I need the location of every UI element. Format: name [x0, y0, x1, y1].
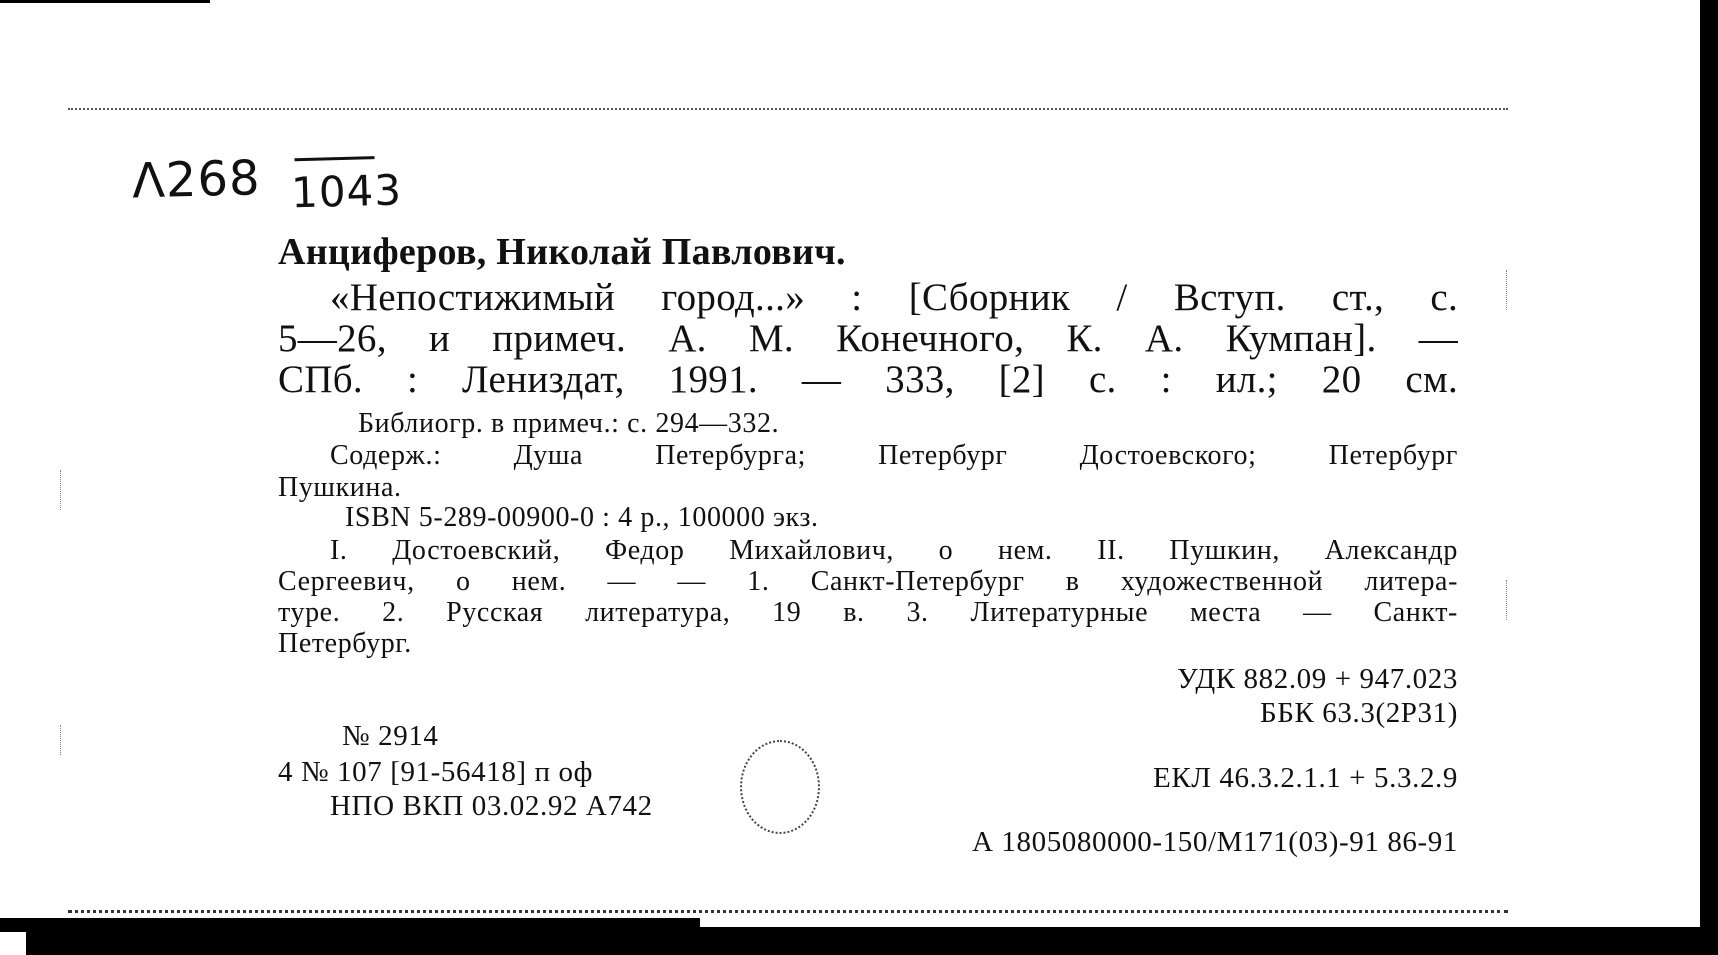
print-npo: НПО ВКП 03.02.92 А742 — [330, 790, 653, 822]
stamp-mark — [740, 740, 820, 834]
scan-border-bottom — [0, 927, 1718, 955]
catalog-code: А 1805080000-150/М171(03)-91 86-91 — [972, 826, 1458, 858]
print-number: № 2914 — [342, 720, 439, 752]
scan-border-right — [1700, 0, 1718, 955]
bibliography-note: Библиогр. в примеч.: с. 294—332. — [358, 408, 780, 439]
shelfmark-number: 1043 — [290, 165, 403, 218]
card-top-rule — [68, 108, 1508, 110]
subject-line: Петербург. — [278, 628, 412, 659]
card-bottom-rule — [68, 910, 1508, 913]
isbn-line: ISBN 5-289-00900-0 : 4 р., 100000 экз. — [345, 502, 819, 533]
shelfmark-code: Λ268 — [131, 150, 262, 210]
subject-line: туре. 2. Русская литература, 19 в. 3. Литературные места — Санкт- — [278, 597, 1458, 628]
author-heading: Анциферов, Николай Павлович. — [278, 231, 846, 273]
description-line: СПб. : Лениздат, 1991. — 333, [2] с. : ил.; 20 см. — [278, 358, 1458, 401]
description-line: 5—26, и примеч. А. М. Конечного, К. А. Кумпан]. — — [278, 317, 1458, 360]
card-right-tick — [1506, 580, 1507, 620]
handwritten-shelfmark — [131, 146, 403, 218]
contents-note: Пушкина. — [278, 472, 402, 503]
card-left-tick — [60, 470, 61, 510]
card-right-tick — [1506, 270, 1507, 310]
udk-code: УДК 882.09 + 947.023 — [1177, 663, 1458, 695]
contents-note: Содерж.: Душа Петербурга; Петербург Достоевского; Петербург — [330, 440, 1458, 471]
bbk-code: ББК 63.3(2Р31) — [1260, 697, 1458, 729]
subject-line: I. Достоевский, Федор Михайлович, о нем. II. Пушкин, Александр — [330, 535, 1458, 566]
subject-line: Сергеевич, о нем. — — 1. Санкт-Петербург в художественной литера- — [278, 566, 1458, 597]
scan-corner — [0, 930, 26, 955]
title-line: «Непостижимый город...» : [Сборник / Вступ. ст., с. — [330, 276, 1458, 319]
print-order: 4 № 107 [91-56418] п оф — [278, 756, 594, 788]
card-left-tick — [60, 725, 61, 755]
ekl-code: ЕКЛ 46.3.2.1.1 + 5.3.2.9 — [1153, 762, 1458, 794]
scan-edge — [0, 0, 210, 3]
